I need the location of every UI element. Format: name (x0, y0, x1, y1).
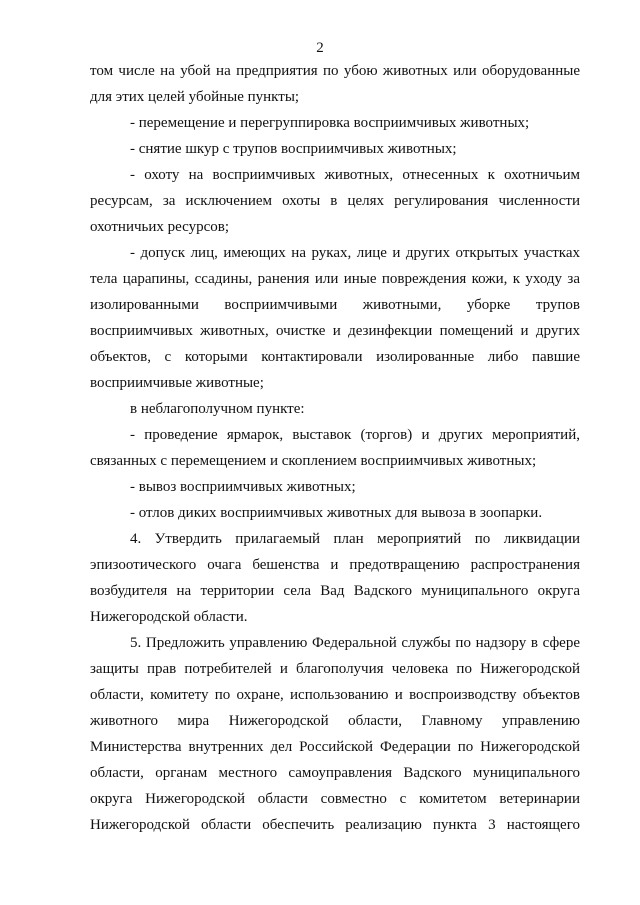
text-line: Нижегородской области. (90, 609, 248, 625)
list-item: - проведение ярмарок, выставок (торгов) и других мероприятий, (130, 427, 580, 443)
list-item: - охоту на восприимчивых животных, отнесенных к охотничьим (130, 167, 580, 183)
text-line: восприимчивые животные; (90, 375, 264, 391)
list-item: - перемещение и перегруппировка восприимчивых животных; (130, 115, 530, 131)
text-line: изолированными восприимчивыми животными, уборке трупов (90, 297, 580, 313)
list-item: - допуск лиц, имеющих на руках, лице и других открытых участках (130, 245, 580, 261)
text-line: восприимчивых животных, очистке и дезинфекции помещений и других (90, 323, 580, 339)
text-line: для этих целей убойные пункты; (90, 89, 300, 105)
document-body (90, 58, 580, 838)
text-line: ресурсам, за исключением охоты в целях регулирования численности (90, 193, 580, 209)
text-line: возбудителя на территории села Вад Вадского муниципального округа (90, 583, 580, 599)
list-item: - снятие шкур с трупов восприимчивых животных; (130, 141, 457, 157)
paragraph-4-start: 4. Утвердить прилагаемый план мероприятий по ликвидации (130, 531, 580, 547)
section-label: в неблагополучном пункте: (130, 401, 305, 417)
text-line: животного мира Нижегородской области, Главному управлению (90, 713, 580, 729)
list-item: - вывоз восприимчивых животных; (130, 479, 356, 495)
text-line: Министерства внутренних дел Российской Федерации по Нижегородской (90, 739, 580, 755)
page-number: 2 (316, 40, 324, 56)
text-line: защиты прав потребителей и благополучия человека по Нижегородской (90, 661, 580, 677)
text-line: области, комитету по охране, использованию и воспроизводству объектов (90, 687, 580, 703)
text-line: Нижегородской области обеспечить реализацию пункта 3 настоящего (90, 817, 580, 833)
text-line: том числе на убой на предприятия по убою животных или оборудованные (90, 63, 580, 79)
text-line: эпизоотического очага бешенства и предотвращению распространения (90, 557, 580, 573)
paragraph-5-start: 5. Предложить управлению Федеральной службы по надзору в сфере (130, 635, 580, 651)
text-line: связанных с перемещением и скоплением восприимчивых животных; (90, 453, 537, 469)
text-line: тела царапины, ссадины, ранения или иные повреждения кожи, к уходу за (90, 271, 580, 287)
text-line: объектов, с которыми контактировали изолированные либо павшие (90, 349, 580, 365)
text-line: области, органам местного самоуправления Вадского муниципального (90, 765, 580, 781)
text-line: округа Нижегородской области совместно с комитетом ветеринарии (90, 791, 580, 807)
text-line: охотничьих ресурсов; (90, 219, 230, 235)
list-item: - отлов диких восприимчивых животных для вывоза в зоопарки. (130, 505, 543, 521)
